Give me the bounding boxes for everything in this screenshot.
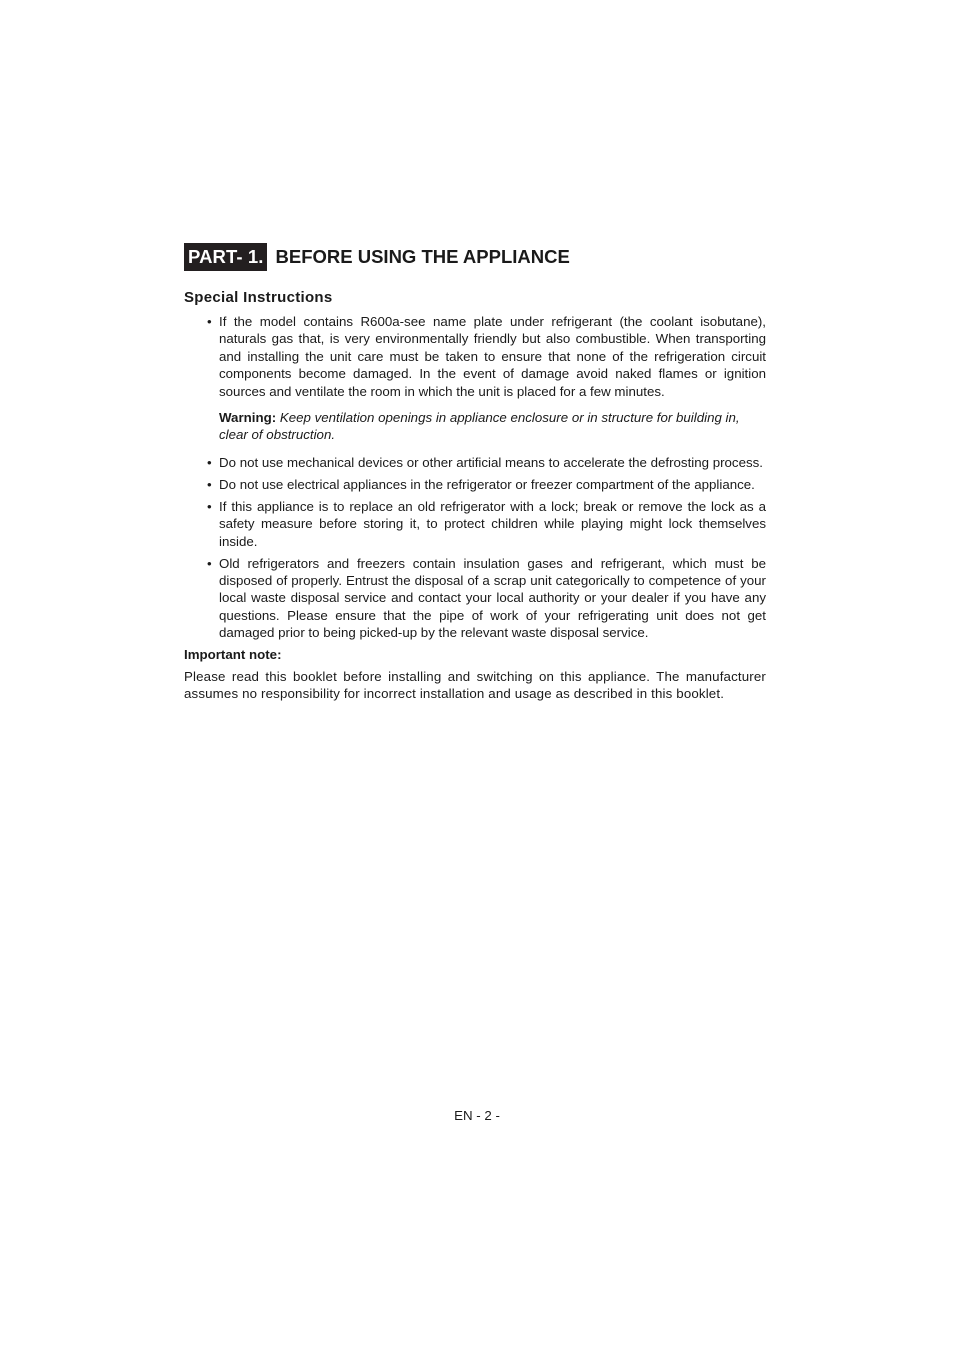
list-item-text: Do not use mechanical devices or other artificial means to accelerate the defrosting process. — [219, 454, 763, 470]
list-item-text: Do not use electrical appliances in the refrigerator or freezer compartment of the appliance. — [219, 476, 755, 492]
warning-label: Warning: — [219, 410, 277, 426]
bullet-icon: • — [207, 476, 212, 492]
important-note-text: Please read this booklet before installing and switching on this appliance. The manufacturer assumes no responsibility for incorrect installation and usage as described in this booklet. — [184, 668, 766, 702]
bullet-icon: • — [207, 555, 212, 571]
list-item-text: Old refrigerators and freezers contain insulation gases and refrigerant, which must be disposed of properly. Entrust the disposal of a scrap unit categorically to competence of your local waste disposal service and contact your local authority or your dealer if you have any questions. Please ensure that the pipe of work of your refrigerating unit does not get damaged prior to being picked-up by the relevant waste disposal service. — [219, 555, 766, 641]
important-note-title: Important note: — [184, 647, 282, 663]
section-title: Special Instructions — [184, 289, 333, 306]
page-content — [184, 243, 766, 703]
list-item — [184, 454, 766, 471]
page-number: EN - 2 - — [454, 1108, 500, 1123]
list-item-text: If this appliance is to replace an old refrigerator with a lock; break or remove the lock as a safety measure before storing it, to protect children while playing might lock themselves inside. — [219, 498, 766, 549]
list-item — [184, 498, 766, 550]
list-item — [184, 476, 766, 493]
bullet-icon: • — [207, 454, 212, 470]
list-item — [184, 555, 766, 642]
bullet-icon: • — [207, 498, 212, 514]
warning-note — [184, 409, 766, 444]
part-title: BEFORE USING THE APPLIANCE — [275, 246, 570, 267]
instructions-list-continued — [184, 454, 766, 642]
list-item — [184, 313, 766, 400]
part-heading — [184, 243, 766, 271]
part-label: PART- 1. — [184, 243, 267, 271]
warning-text: Keep ventilation openings in appliance enclosure or in structure for building in, clear of obstruction. — [219, 410, 740, 443]
bullet-icon: • — [207, 314, 212, 329]
instructions-list — [184, 313, 766, 400]
list-item-text: If the model contains R600a-see name plate under refrigerant (the coolant isobutane), naturals gas that, is very environmentally friendly but also combustible. When transporting and installing the unit care must be taken to ensure that none of the refrigeration circuit components become damaged. In the event of damage avoid naked flames or ignition sources and ventilate the room in which the unit is placed for a few minutes. — [219, 314, 766, 399]
